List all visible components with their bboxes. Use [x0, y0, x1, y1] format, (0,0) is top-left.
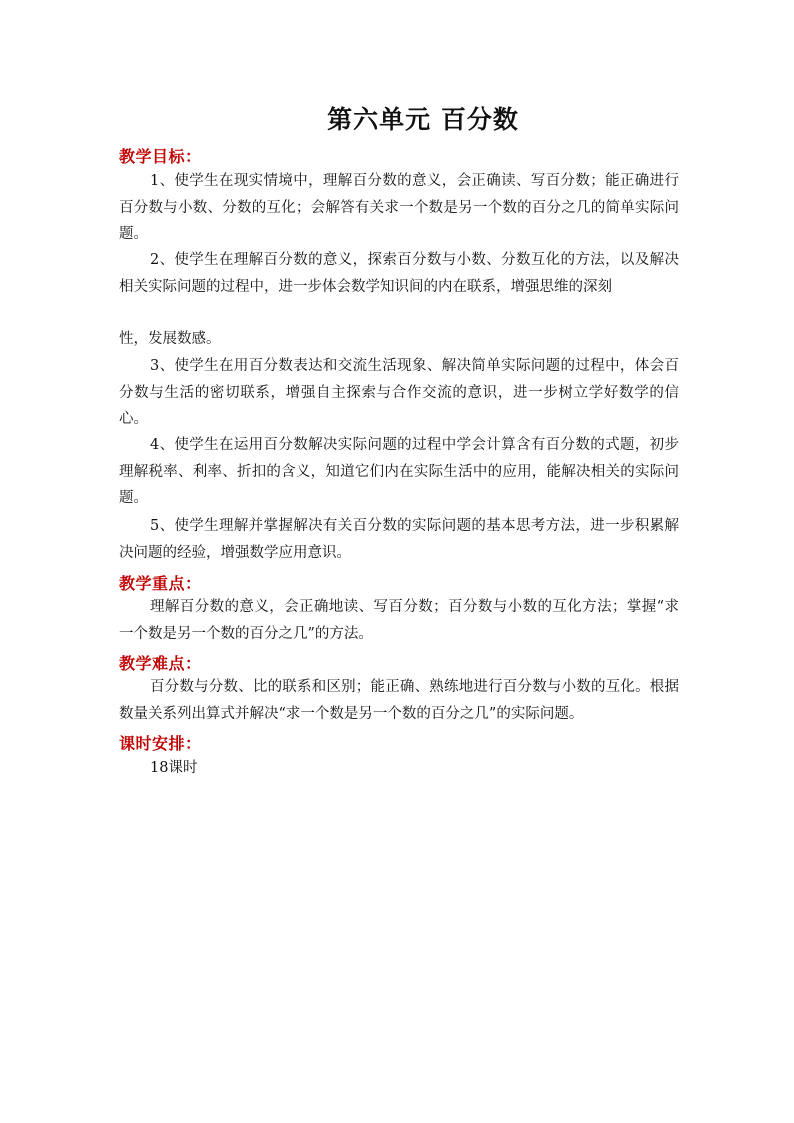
- difficulties-heading: 教学难点：: [119, 654, 202, 673]
- schedule-heading: 课时安排：: [119, 734, 202, 753]
- page-title: 第六单元 百分数: [327, 105, 519, 134]
- objective-item-2: 2、使学生在理解百分数的意义，探索百分数与小数、分数互化的方法，以及解决相关实际问题的过程中，进一步体会数学知识间的内在联系，增强思维的深刻: [119, 252, 679, 295]
- objective-item-4: 4、使学生在运用百分数解决实际问题的过程中学会计算含有百分数的式题，初步理解税率、利率、折扣的含义，知道它们内在实际生活中的应用，能解决相关的实际问题。: [119, 437, 679, 506]
- objective-item-3: 3、使学生在用百分数表达和交流生活现象、解决简单实际问题的过程中，体会百分数与生活的密切联系，增强自主探索与合作交流的意识，进一步树立学好数学的信心。: [119, 358, 679, 427]
- schedule-text: 18课时: [150, 760, 198, 776]
- objective-item-5: 5、使学生理解并掌握解决有关百分数的实际问题的基本思考方法，进一步积累解决问题的经验，增强数学应用意识。: [119, 518, 679, 561]
- difficulties-text: 百分数与分数、比的联系和区别；能正确、熟练地进行百分数与小数的互化。根据数量关系列出算式并解决“求一个数是另一个数的百分之几”的实际问题。: [119, 679, 679, 722]
- objectives-heading: 教学目标：: [119, 147, 202, 166]
- objective-item-2-continuation: 性，发展数感。: [119, 331, 221, 347]
- key-points-text: 理解百分数的意义，会正确地读、写百分数；百分数与小数的互化方法；掌握“求一个数是另一个数的百分之几”的方法。: [119, 599, 679, 642]
- key-points-heading: 教学重点：: [119, 574, 202, 593]
- objective-item-1: 1、使学生在现实情境中，理解百分数的意义，会正确读、写百分数；能正确进行百分数与小数、分数的互化；会解答有关求一个数是另一个数的百分之几的简单实际问题。: [119, 173, 679, 242]
